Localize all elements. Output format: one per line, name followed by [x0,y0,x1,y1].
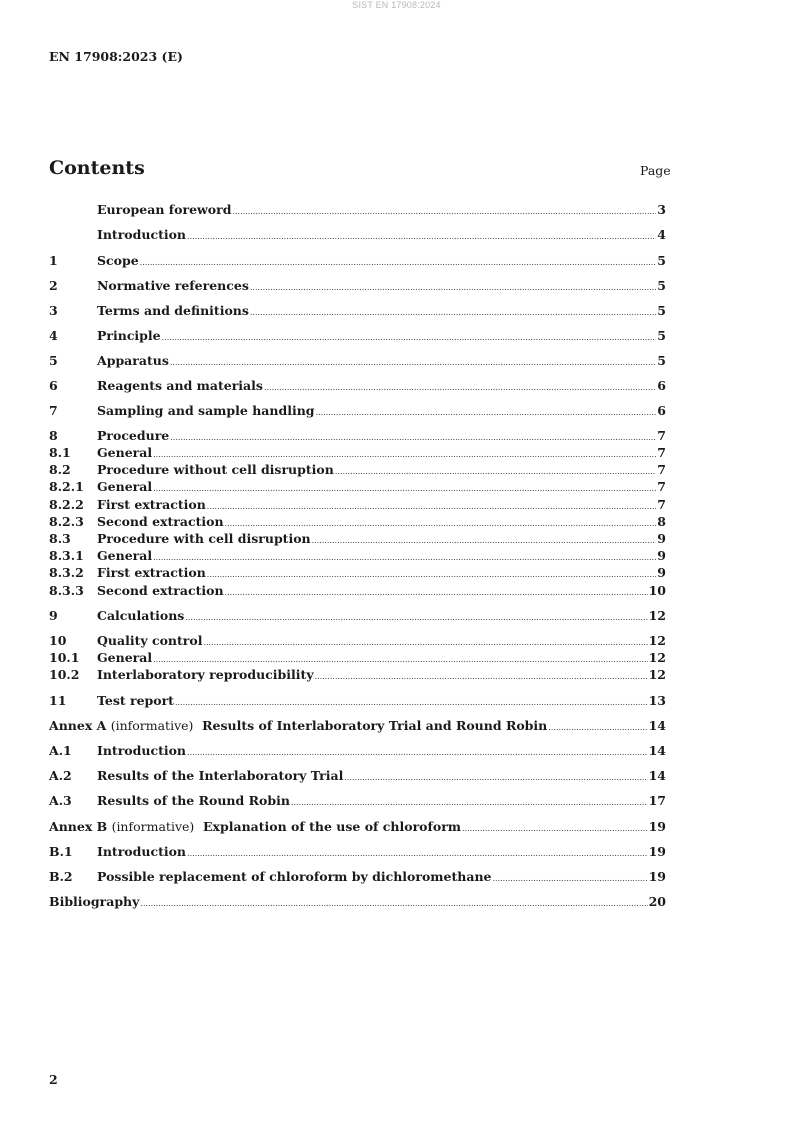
toc-entry[interactable] [49,445,666,463]
toc-title: Possible replacement of chloroform by dichloromethane [97,869,492,884]
toc-page: 7 [657,497,666,512]
dot-leader [153,481,656,497]
toc-page: 19 [648,869,666,884]
toc-entry[interactable] [49,428,666,446]
toc-page: 19 [648,819,666,834]
toc-title: Sampling and sample handling [97,403,315,418]
toc-number: 8.3.1 [49,548,84,563]
toc-page: 10 [648,583,666,598]
toc-title: Principle [97,328,161,343]
toc-title: Second extraction [97,583,224,598]
toc-number: 11 [49,693,67,708]
toc-entry[interactable] [49,378,666,396]
toc-page: 17 [648,793,666,808]
annex-b-qualifier: (informative) [111,819,195,834]
toc-number: 8.3 [49,531,71,546]
toc-page: 7 [657,445,666,460]
toc-title: Normative references [97,278,249,293]
dot-leader [140,255,657,271]
toc-entry[interactable] [49,869,666,887]
toc-entry[interactable] [49,608,666,626]
toc-page: 12 [648,608,666,623]
toc-number: B.1 [49,844,73,859]
dot-leader [225,516,657,532]
toc-title: Bibliography [49,894,140,909]
dot-leader [185,610,647,626]
toc-page: 5 [657,328,666,343]
dot-leader [187,229,656,245]
toc-entry[interactable] [49,497,666,515]
toc-page: 13 [648,693,666,708]
dot-leader [153,447,656,463]
toc-entry-annex-a[interactable] [49,718,666,736]
annex-a-qualifier: (informative) [110,718,194,733]
toc-entry[interactable] [49,353,666,371]
annex-b-title: Explanation of the use of chloroform [203,819,462,834]
toc-title: Reagents and materials [97,378,263,393]
toc-title: General [97,479,153,494]
toc-entry[interactable] [49,531,666,549]
dot-leader [548,720,647,736]
toc-entry-annex-b[interactable] [49,819,666,837]
toc-page: 20 [648,894,666,909]
toc-title: Scope [97,253,139,268]
annex-a-label: Annex A [49,718,107,733]
dot-leader [187,745,648,761]
toc-number: 5 [49,353,58,368]
toc-page: 9 [657,565,666,580]
dot-leader [187,846,648,862]
toc-number: A.2 [49,768,72,783]
toc-number: 8.2.2 [49,497,84,512]
annex-a-title: Results of Interlaboratory Trial and Round Robin [202,718,548,733]
toc-entry[interactable] [49,565,666,583]
dot-leader [140,896,647,912]
toc-title: Apparatus [97,353,169,368]
toc-page: 14 [648,743,666,758]
dot-leader [316,405,657,421]
toc-entry[interactable] [49,693,666,711]
dot-leader [203,635,647,651]
toc-page: 4 [657,227,666,242]
dot-leader [170,430,656,446]
toc-title: First extraction [97,565,206,580]
toc-page: 14 [648,768,666,783]
toc-page: 8 [657,514,666,529]
toc-title: Interlaboratory reproducibility [97,667,314,682]
toc-entry[interactable] [49,514,666,532]
toc-number: 2 [49,278,58,293]
toc-page: 14 [648,718,666,733]
toc-number: A.3 [49,793,72,808]
dot-leader [162,330,657,346]
dot-leader [312,533,657,549]
toc-entry[interactable] [49,303,666,321]
dot-leader [291,795,648,811]
toc-page: 5 [657,303,666,318]
toc-title: Quality control [97,633,203,648]
dot-leader [153,652,647,668]
toc-entry[interactable] [49,253,666,271]
toc-page: 9 [657,531,666,546]
dot-leader [153,550,656,566]
toc-entry[interactable] [49,894,666,912]
toc-number: 8.2.3 [49,514,84,529]
toc-entry[interactable] [49,667,666,685]
dot-leader [315,669,648,685]
toc-title: Introduction [97,743,187,758]
toc-number: 8.3.3 [49,583,84,598]
toc-number: B.2 [49,869,73,884]
toc-title: Procedure without cell disruption [97,462,334,477]
contents-title: Contents [49,157,145,179]
toc-title: Calculations [97,608,185,623]
toc-number: 8.1 [49,445,71,460]
toc-number: 7 [49,403,58,418]
dot-leader [232,204,656,220]
toc-entry[interactable] [49,743,666,761]
dot-leader [250,280,656,296]
dot-leader [225,585,648,601]
toc-title: Introduction [97,844,187,859]
dot-leader [250,305,656,321]
toc-entry[interactable] [49,202,666,220]
page-number: 2 [49,1072,58,1087]
toc-entry[interactable] [49,650,666,668]
dot-leader [344,770,647,786]
toc-title: Results of the Round Robin [97,793,290,808]
watermark: SIST EN 17908:2024 [352,0,441,10]
document-id: EN 17908:2023 (E) [49,49,183,64]
dot-leader [462,821,648,837]
toc-page: 5 [657,278,666,293]
toc-title: Introduction [97,227,187,242]
toc-number: 8.3.2 [49,565,84,580]
toc-title: General [97,445,153,460]
toc-title: First extraction [97,497,206,512]
annex-b-label: Annex B [49,819,108,834]
dot-leader [335,464,656,480]
toc-title: Second extraction [97,514,224,529]
toc-page: 19 [648,844,666,859]
toc-page: 9 [657,548,666,563]
toc-number: 8 [49,428,58,443]
toc-title: General [97,650,153,665]
toc-number: 9 [49,608,58,623]
toc-entry[interactable] [49,793,666,811]
toc-number: 10.2 [49,667,80,682]
toc-entry[interactable] [49,328,666,346]
toc-number: A.1 [49,743,72,758]
toc-number: 10 [49,633,67,648]
toc-page: 3 [657,202,666,217]
toc-page: 7 [657,462,666,477]
toc-number: 1 [49,253,58,268]
toc-entry[interactable] [49,844,666,862]
toc-page: 6 [657,403,666,418]
dot-leader [264,380,656,396]
toc-entry[interactable] [49,633,666,651]
toc-page: 12 [648,667,666,682]
toc-number: 3 [49,303,58,318]
dot-leader [175,695,648,711]
toc-page: 7 [657,428,666,443]
toc-number: 8.2 [49,462,71,477]
page-column-label: Page [640,163,671,178]
toc-page: 12 [648,633,666,648]
toc-entry[interactable] [49,278,666,296]
toc-entry[interactable] [49,403,666,421]
dot-leader [493,871,648,887]
toc-title: Test report [97,693,174,708]
dot-leader [207,567,657,583]
toc-page: 5 [657,353,666,368]
toc-entry[interactable] [49,462,666,480]
toc-number: 6 [49,378,58,393]
dot-leader [207,499,657,515]
toc-page: 5 [657,253,666,268]
toc-title: General [97,548,153,563]
toc-entry[interactable] [49,548,666,566]
toc-page: 6 [657,378,666,393]
toc-entry[interactable] [49,768,666,786]
toc-title: Terms and definitions [97,303,249,318]
toc-entry[interactable] [49,583,666,601]
toc-number: 10.1 [49,650,80,665]
toc-entry[interactable] [49,227,666,245]
dot-leader [170,355,656,371]
toc-number: 4 [49,328,58,343]
toc-title: Procedure [97,428,170,443]
toc-title: Results of the Interlaboratory Trial [97,768,344,783]
toc-number: 8.2.1 [49,479,84,494]
toc-page: 12 [648,650,666,665]
toc-title: European foreword [97,202,232,217]
toc-entry[interactable] [49,479,666,497]
toc-title: Procedure with cell disruption [97,531,311,546]
toc-page: 7 [657,479,666,494]
